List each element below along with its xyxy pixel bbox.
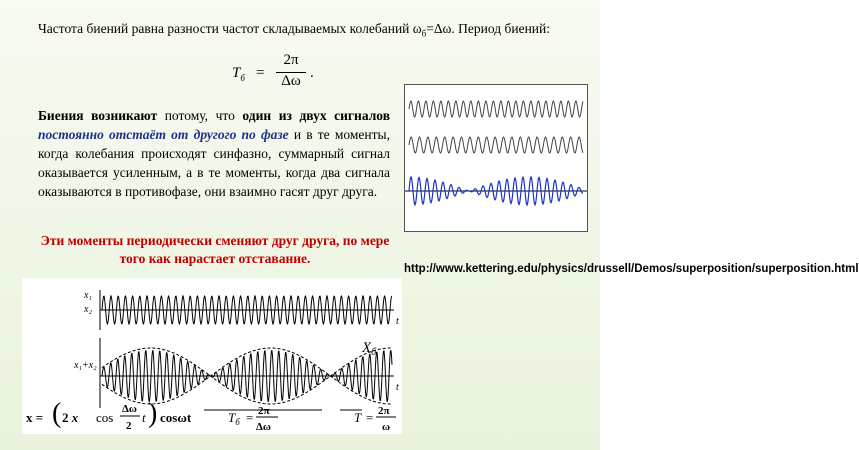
label-xb: $X_б$ <box>362 340 377 358</box>
label-sum: x₁+x₂ <box>74 360 97 371</box>
formula-dot: . <box>310 65 314 81</box>
tb-num: 2π <box>258 405 270 417</box>
formula-eq: = <box>256 65 265 81</box>
label-x1: x₁ <box>84 290 92 301</box>
formula-denominator: Δω <box>281 73 301 89</box>
tb-eq: = <box>246 410 254 425</box>
formula-paren-close: ) <box>148 398 158 429</box>
p2-blue: постоянно отстаёт от другого по фазе <box>38 127 289 142</box>
tb-den: Δω <box>256 421 271 433</box>
tb-label: $T_б$ <box>228 410 240 427</box>
intro-sub: б <box>421 28 427 39</box>
formula-coswt: cosωt <box>160 410 192 425</box>
label-t-bottom: t <box>396 382 399 393</box>
signal-2-wave <box>409 137 583 153</box>
formula-x-eq: x = <box>26 410 44 425</box>
p2-text2: и в те моменты, когда колебания происходят синфазно, суммарный сигнал оказывается усиленным, а в те моменты, когда два сигнала оказываются в противофазе, они взаимно гасят друг друга. <box>38 127 390 199</box>
formula-cos: cos <box>96 410 114 425</box>
signal-illustration <box>404 84 588 232</box>
formula-numerator: 2π <box>276 52 306 73</box>
intro-line: Частота биений равна разности частот складываемых колебаний ω <box>38 21 422 36</box>
p2-bold1: Биения возникают <box>38 108 158 123</box>
t-eq: = <box>366 410 374 425</box>
formula-T: $T_б$ <box>232 65 245 83</box>
intro-paragraph <box>38 20 590 43</box>
formula-dw: Δω <box>122 403 137 415</box>
explanation-paragraph <box>38 106 390 201</box>
source-link[interactable]: http://www.kettering.edu/physics/drussell/Demos/superposition/superposition.html <box>404 263 859 275</box>
formula-fraction <box>276 52 306 93</box>
t-num: 2π <box>378 405 390 417</box>
formula-2x: 2 x <box>62 410 79 425</box>
formula-t: t <box>142 410 146 425</box>
t-den: ω <box>382 421 391 433</box>
formula-paren-open: ( <box>52 398 62 429</box>
label-t-top: t <box>396 316 399 327</box>
beats-diagram <box>22 278 402 434</box>
red-note: Эти моменты периодически сменяют друг друга, по мере того как нарастает отставание. <box>40 233 390 266</box>
beat-period-formula <box>232 52 322 98</box>
signal-1-wave <box>409 101 583 117</box>
p2-bold2: один из двух сигналов <box>242 108 390 123</box>
p2-text1: потому, что <box>157 108 243 123</box>
label-x2: x₂ <box>84 304 92 315</box>
intro-tail: =Δω. Период биений: <box>426 21 551 36</box>
formula-two: 2 <box>126 420 132 432</box>
t-label: T <box>354 410 362 425</box>
